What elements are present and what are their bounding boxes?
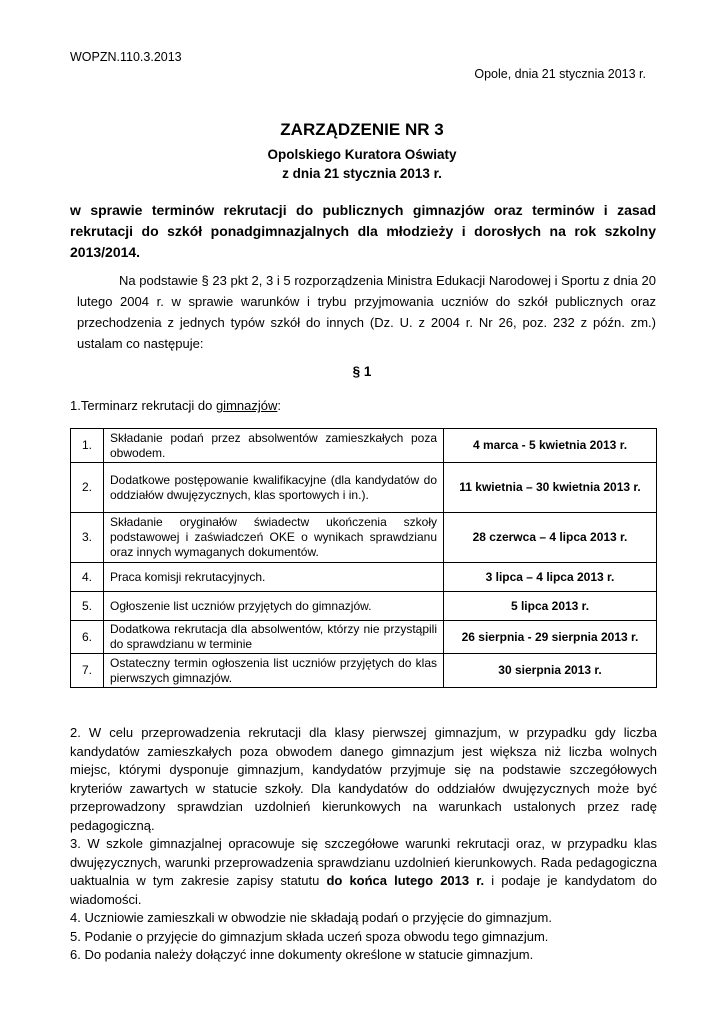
section-heading: § 1: [352, 364, 372, 379]
ordinance-date: z dnia 21 stycznia 2013 r.: [282, 166, 442, 181]
row-number: 5.: [71, 592, 104, 621]
row-number: 4.: [71, 563, 104, 592]
schedule-label-prefix: 1.Terminarz rekrutacji do: [70, 398, 216, 413]
table-row: [71, 654, 657, 688]
row-description: Składanie podań przez absolwentów zamieszkałych poza obwodem.: [104, 429, 444, 463]
row-period: 28 czerwca – 4 lipca 2013 r.: [444, 513, 657, 563]
row-number: 6.: [71, 621, 104, 654]
table-row: [71, 592, 657, 621]
row-description: Praca komisji rekrutacyjnych.: [104, 563, 444, 592]
row-description: Dodatkowe postępowanie kwalifikacyjne (dla kandydatów do oddziałów dwujęzycznych, klas sportowych i in.).: [104, 463, 444, 513]
ordinance-title: ZARZĄDZENIE NR 3: [280, 120, 444, 139]
row-description: Dodatkowa rekrutacja dla absolwentów, którzy nie przystąpili do sprawdzianu w terminie: [104, 621, 444, 654]
row-number: 3.: [71, 513, 104, 563]
ordinance-points: [70, 724, 657, 965]
point-2: 2. W celu przeprowadzenia rekrutacji dla klasy pierwszej gimnazjum, w przypadku gdy liczba kandydatów zamieszkałych poza obwodem danego gimnazjum jest większa niż liczba wolnych miejsc, którymi dysponuje gimnazjum, kandydatów przyjmuje się na podstawie szczegółowych kryteriów zawartych w statucie szkoły. Dla kandydatów do oddziałów dwujęzycznych może być przeprowadzony sprawdzian uzdolnień kierunkowych na warunkach ustalonych przez radę pedagogiczną.: [70, 725, 657, 833]
place-and-date: Opole, dnia 21 stycznia 2013 r.: [474, 67, 646, 81]
point-3-text-end: i podaje je kandydatom do wiadomości.: [70, 873, 657, 907]
row-description: Składanie oryginałów świadectw ukończenia szkoły podstawowej i zaświadczeń OKE o wynikach sprawdzianu oraz innych wymaganych dokumentów.: [104, 513, 444, 563]
ordinance-subject: w sprawie terminów rekrutacji do publicznych gimnazjów oraz terminów i zasad rekrutacji do szkół ponadgimnazjalnych dla młodzieży i dorosłych na rok szkolny 2013/2014.: [70, 202, 656, 260]
table-row: [71, 513, 657, 563]
ordinance-issuer: Opolskiego Kuratora Oświaty: [267, 147, 457, 162]
table-row: [71, 429, 657, 463]
schedule-label: [70, 398, 281, 413]
table-row: [71, 563, 657, 592]
point-5: 5. Podanie o przyjęcie do gimnazjum składa uczeń spoza obwodu tego gimnazjum.: [70, 928, 549, 944]
row-period: 26 sierpnia - 29 sierpnia 2013 r.: [444, 621, 657, 654]
table-row: [71, 463, 657, 513]
schedule-label-underlined: gimnazjów: [215, 398, 278, 413]
table-row: [71, 621, 657, 654]
row-period: 3 lipca – 4 lipca 2013 r.: [444, 563, 657, 592]
point-4: 4. Uczniowie zamieszkali w obwodzie nie składają podań o przyjęcie do gimnazjum.: [70, 910, 552, 925]
schedule-label-suffix: :: [277, 398, 281, 413]
point-3-text: 3. W szkole gimnazjalnej opracowuje się szczegółowe warunki rekrutacji oraz, w przypadku klas dwujęzycznych, warunki przeprowadzenia sprawdzianu uzdolnień kierunkowych. Rada pedagogiczna uaktualnia w tym zakresie zapisy statutu: [70, 836, 657, 888]
row-description: Ogłoszenie list uczniów przyjętych do gimnazjów.: [104, 592, 444, 621]
row-period: 30 sierpnia 2013 r.: [444, 654, 657, 688]
row-period: 5 lipca 2013 r.: [444, 592, 657, 621]
row-number: 2.: [71, 463, 104, 513]
row-description: Ostateczny termin ogłoszenia list uczniów przyjętych do klas pierwszych gimnazjów.: [104, 654, 444, 688]
row-period: 4 marca - 5 kwietnia 2013 r.: [444, 429, 657, 463]
row-number: 1.: [71, 429, 104, 463]
point-6: 6. Do podania należy dołączyć inne dokumenty określone w statucie gimnazjum.: [70, 947, 534, 962]
row-period: 11 kwietnia – 30 kwietnia 2013 r.: [444, 463, 657, 513]
document-reference-number: WOPZN.110.3.2013: [70, 50, 182, 64]
point-3: [70, 835, 657, 909]
legal-basis-preamble: Na podstawie § 23 pkt 2, 3 i 5 rozporządzenia Ministra Edukacji Narodowej i Sportu z dnia 20 lutego 2004 r. w sprawie warunków i trybu przyjmowania uczniów do szkół publicznych oraz przechodzenia z jednych typów szkół do innych (Dz. U. z 2004 r. Nr 26, poz. 232 z późn. zm.) ustalam co następuje:: [77, 273, 656, 351]
recruitment-schedule-table: [70, 428, 657, 688]
row-number: 7.: [71, 654, 104, 688]
point-3-deadline: do końca lutego 2013 r.: [326, 873, 485, 888]
